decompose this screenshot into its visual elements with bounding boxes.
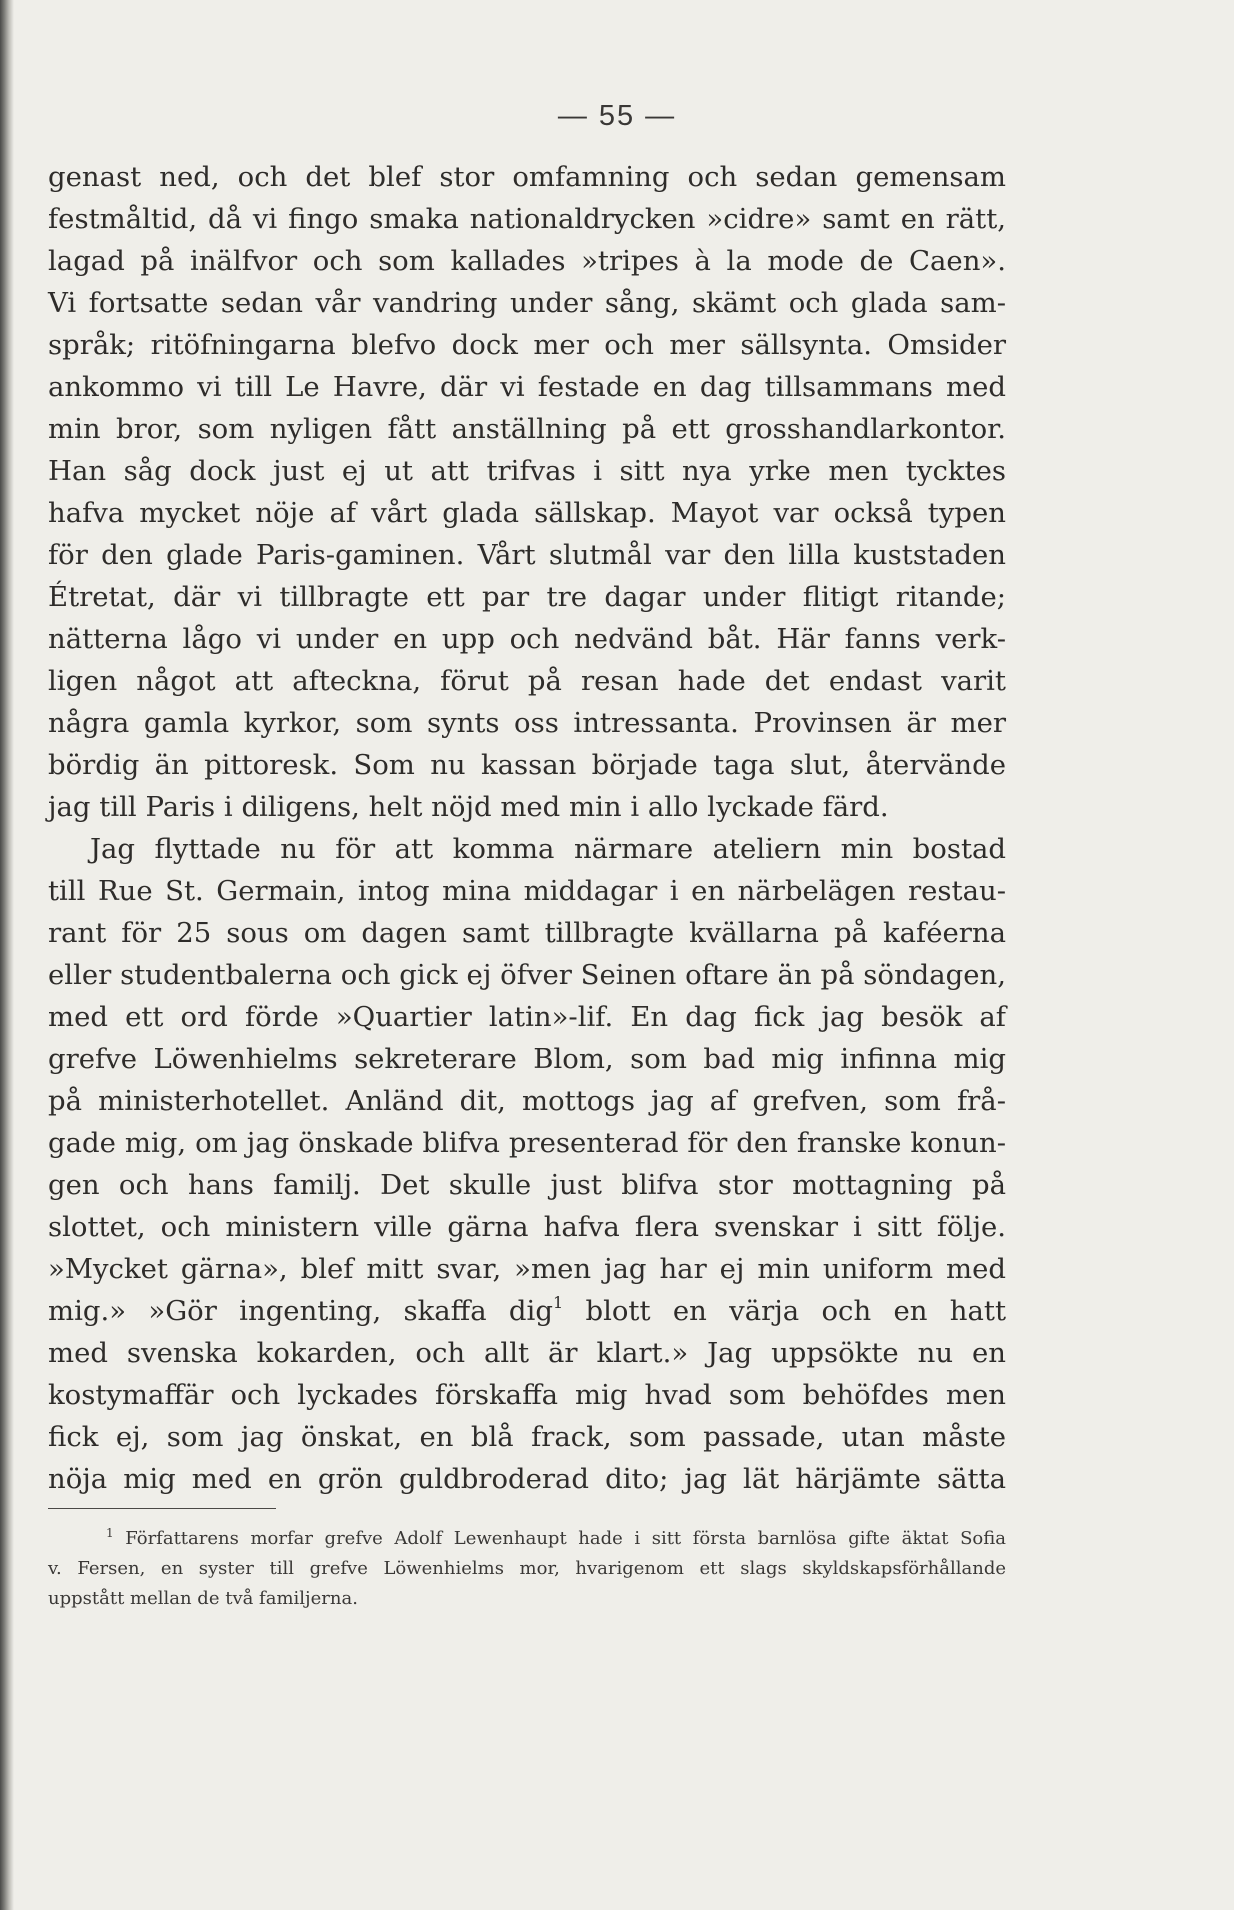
footnote-divider [48,1508,276,1509]
text-line: Vi fortsatte sedan vår vandring under sång, skämt och glada sam- [48,287,1006,319]
paragraph-start-line: Jag flyttade nu för att komma närmare ateliern min bostad [90,833,1006,865]
text-line: Étretat, där vi tillbragte ett par tre dagar under flitigt ritande; [48,581,1006,613]
footnote [48,1524,1006,1614]
text-line: »Mycket gärna», blef mitt svar, »men jag har ej min uniform med [48,1253,1006,1285]
text-line: jag till Paris i diligens, helt nöjd med min i allo lyckade färd. [48,791,889,823]
text-line: slottet, och ministern ville gärna hafva flera svenskar i sitt följe. [48,1211,1006,1243]
text-line: kostymaffär och lyckades förskaffa mig hvad som behöfdes men [48,1379,1006,1411]
text-line: rant för 25 sous om dagen samt tillbragte kvällarna på kaféerna [48,917,1006,949]
footnote-marker: 1 [552,1293,564,1312]
text-line: festmåltid, då vi fingo smaka nationaldrycken »cidre» samt en rätt, [48,203,1006,235]
text-line: med svenska kokarden, och allt är klart.» Jag uppsökte nu en [48,1337,1006,1369]
text-line: hafva mycket nöje af vårt glada sällskap. Mayot var också typen [48,497,1006,529]
text-line: eller studentbalerna och gick ej öfver Seinen oftare än på söndagen, [48,959,1006,991]
text-line: med ett ord förde »Quartier latin»-lif. En dag fick jag besök af [48,1001,1006,1033]
text-line: grefve Löwenhielms sekreterare Blom, som bad mig infinna mig [48,1043,1006,1075]
text-line: min bror, som nyligen fått anställning på ett grosshandlarkontor. [48,413,1006,445]
footnote-line: v. Fersen, en syster till grefve Löwenhielms mor, hvarigenom ett slags skyldskapsförhållande [48,1558,1006,1579]
text-line: för den glade Paris-gaminen. Vårt slutmål var den lilla kuststaden [48,539,1006,571]
text-line: genast ned, och det blef stor omfamning och sedan gemensam [48,161,1006,193]
text-line: gade mig, om jag önskade blifva presenterad för den franske konun- [48,1127,1006,1159]
text-line-end: blott en värja och en hatt [585,1295,1006,1327]
text-line: lagad på inälfvor och som kallades »tripes à la mode de Caen». [48,245,1006,277]
footnote-number: 1 [106,1526,114,1540]
text-line: gen och hans familj. Det skulle just blifva stor mottagning på [48,1169,1006,1201]
book-spine-shadow [0,0,14,1910]
text-line: nätterna lågo vi under en upp och nedvänd båt. Här fanns verk- [48,623,1006,655]
footnote-line-text: Författarens morfar grefve Adolf Lewenhaupt hade i sitt första barnlösa gifte äktat Sofia [125,1528,1006,1549]
text-line: språk; ritöfningarna blefvo dock mer och mer sällsynta. Omsider [48,329,1006,361]
text-line: fick ej, som jag önskat, en blå frack, som passade, utan måste [48,1421,1006,1453]
text-line: på ministerhotellet. Anländ dit, mottogs jag af grefven, som frå- [48,1085,1006,1117]
text-line: några gamla kyrkor, som synts oss intressanta. Provinsen är mer [48,707,1006,739]
footnote-line [48,1524,1006,1554]
footnote-reference-line [48,1290,1006,1332]
body-text [48,156,1006,1500]
footnote-line: uppstått mellan de två familjerna. [48,1588,358,1609]
text-line: ligen något att afteckna, förut på resan hade det endast varit [48,665,1006,697]
text-line: bördig än pittoresk. Som nu kassan började taga slut, återvände [48,749,1006,781]
text-line: till Rue St. Germain, intog mina middagar i en närbelägen restau- [48,875,1006,907]
text-line: nöja mig med en grön guldbroderad dito; jag lät härjämte sätta [48,1463,1006,1495]
text-line-start: mig.» »Gör ingenting, skaffa dig [48,1295,553,1327]
page-number: — 55 — [557,100,677,132]
text-line: ankommo vi till Le Havre, där vi festade en dag tillsammans med [48,371,1006,403]
text-line: Han såg dock just ej ut att trifvas i sitt nya yrke men tycktes [48,455,1006,487]
